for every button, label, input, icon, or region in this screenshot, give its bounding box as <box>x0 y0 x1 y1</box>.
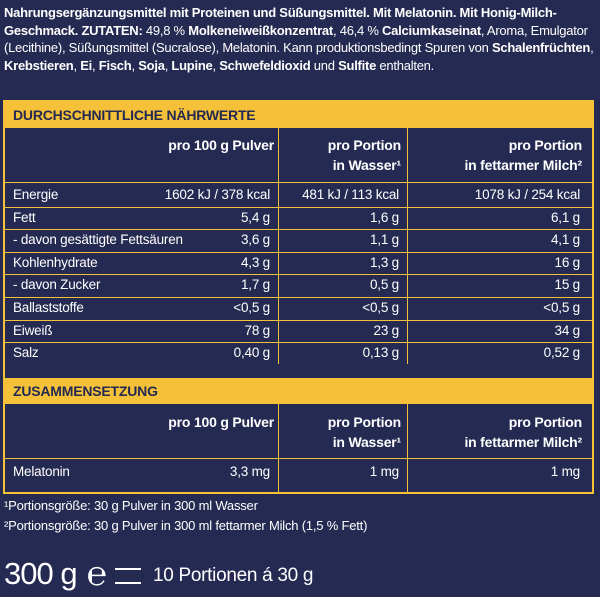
intro-allergen-fish: Fisch <box>98 57 132 73</box>
intro-pct-2: , 46,4 % <box>332 22 383 38</box>
intro-allergen-soy: Soja <box>138 57 165 73</box>
value-per-portion-milk: 1078 kJ / 254 kcal <box>474 187 580 202</box>
value-per-portion-milk: 4,1 g <box>550 232 580 248</box>
intro-allergen-crustaceans: Krebstieren <box>4 57 74 73</box>
row-label: Kohlenhydrate <box>13 254 98 270</box>
comp-col-header-water-l1: pro Portion <box>327 414 401 430</box>
row-divider <box>5 342 592 343</box>
comp-col-header-milk-l2: in fettarmer Milch² <box>464 434 582 450</box>
row-label: Ballaststoffe <box>13 300 84 315</box>
value-per-portion-water: 1,3 g <box>369 254 399 270</box>
value-per-portion-water: 1,6 g <box>369 209 399 225</box>
intro-allergen-lupin: Lupine <box>171 57 213 73</box>
value-per-portion-milk: 0,52 g <box>543 345 580 361</box>
value-per-portion-milk: 15 g <box>554 277 580 293</box>
sep: , <box>212 57 220 73</box>
net-weight: 300 g <box>4 556 77 591</box>
package-weight <box>4 554 313 594</box>
row-label: - davon gesättigte Fettsäuren <box>13 232 183 248</box>
col-divider <box>278 128 279 364</box>
value-per-portion-water: <0,5 g <box>362 300 399 315</box>
row-label: Fett <box>13 209 36 225</box>
intro-allergen-egg: Ei <box>80 57 93 73</box>
row-divider <box>5 297 592 298</box>
intro-allergen-nuts: Schalenfrüchten <box>491 40 591 55</box>
intro-allergen-casein: Calciumkaseinat <box>382 22 481 38</box>
col-header-water-l2: in Wasser¹ <box>332 157 401 173</box>
value-per100: 0,40 g <box>233 345 270 361</box>
col-header-per100: pro 100 g Pulver <box>168 137 274 153</box>
col-header-milk-l1: pro Portion <box>508 137 582 153</box>
row-label: Eiweiß <box>13 322 53 338</box>
sep: , <box>131 57 139 73</box>
col-divider <box>407 404 408 492</box>
intro-ingredients-label: Geschmack. ZUTATEN: <box>4 22 146 38</box>
intro-end: enthalten. <box>376 57 435 73</box>
footnote-milk: ²Portionsgröße: 30 g Pulver in 300 ml fettarmer Milch (1,5 % Fett) <box>4 518 368 533</box>
value-per-portion-milk: 6,1 g <box>550 209 580 225</box>
comp-col-header-water-l2: in Wasser¹ <box>332 434 401 450</box>
intro-allergen-whey: Molkeneiweißkonzentrat <box>188 22 333 38</box>
row-label: Melatonin <box>13 464 70 479</box>
intro-allergen-sulfite: Sulfite <box>338 57 377 73</box>
intro-line-1: Nahrungsergänzungsmittel mit Proteinen und Süßungsmittel. Mit Melatonin. Mit Honig-Milch- <box>4 5 557 20</box>
composition-section-title: ZUSAMMENSETZUNG <box>5 378 592 404</box>
value-per-portion-milk: 16 g <box>554 254 580 270</box>
intro-pct-1: 49,8 % <box>145 22 189 38</box>
nutrition-section-title: DURCHSCHNITTLICHE NÄHRWERTE <box>5 102 592 128</box>
value-per-portion-milk: <0,5 g <box>543 300 580 315</box>
footnote-water: ¹Portionsgröße: 30 g Pulver in 300 ml Wasser <box>4 498 258 513</box>
value-per100: 78 g <box>244 322 270 338</box>
sep: und <box>310 57 339 73</box>
value-per100: 3,6 g <box>240 232 270 248</box>
col-header-water-l1: pro Portion <box>327 137 401 153</box>
value-per100: 1602 kJ / 378 kcal <box>164 187 270 202</box>
value-per100: 3,3 mg <box>229 464 270 479</box>
ingredients-text <box>4 4 596 74</box>
row-label: Salz <box>13 345 39 361</box>
row-label: - davon Zucker <box>13 277 101 293</box>
value-per-portion-water: 23 g <box>373 322 399 338</box>
row-divider <box>5 320 592 321</box>
value-per-portion-milk: 1 mg <box>550 464 580 479</box>
intro-comma: , <box>590 40 594 55</box>
sep: , <box>73 57 81 73</box>
value-per-portion-water: 481 kJ / 113 kcal <box>302 187 399 202</box>
sep: , <box>164 57 172 73</box>
value-per100: <0,5 g <box>233 300 270 315</box>
value-per-portion-water: 0,5 g <box>369 277 399 293</box>
estimated-sign-icon: ℮ <box>86 555 107 593</box>
row-divider <box>5 207 592 208</box>
intro-allergen-so2: Schwefeldioxid <box>219 57 311 73</box>
portions-text: 10 Portionen á 30 g <box>152 565 314 586</box>
value-per100: 5,4 g <box>240 209 270 225</box>
nutrition-table <box>3 100 594 494</box>
comp-col-header-per100: pro 100 g Pulver <box>168 414 274 430</box>
col-divider <box>278 404 279 492</box>
equals-icon <box>115 568 141 584</box>
row-divider <box>5 458 592 459</box>
sep: , <box>92 57 99 73</box>
col-header-milk-l2: in fettarmer Milch² <box>464 157 582 173</box>
comp-col-header-milk-l1: pro Portion <box>508 414 582 430</box>
value-per100: 1,7 g <box>240 277 270 293</box>
value-per-portion-water: 1,1 g <box>369 232 399 248</box>
intro-line-3: (Lecithine), Süßungsmittel (Sucralose), Melatonin. Kann produktionsbedingt Spuren von <box>4 40 492 55</box>
value-per100: 4,3 g <box>240 254 270 270</box>
intro-rest-2: , Aroma, Emulgator <box>480 22 588 38</box>
row-label: Energie <box>13 187 59 202</box>
row-divider <box>5 182 592 183</box>
col-divider <box>407 128 408 364</box>
value-per-portion-water: 1 mg <box>369 464 399 479</box>
value-per-portion-water: 0,13 g <box>362 345 399 361</box>
value-per-portion-milk: 34 g <box>554 322 580 338</box>
